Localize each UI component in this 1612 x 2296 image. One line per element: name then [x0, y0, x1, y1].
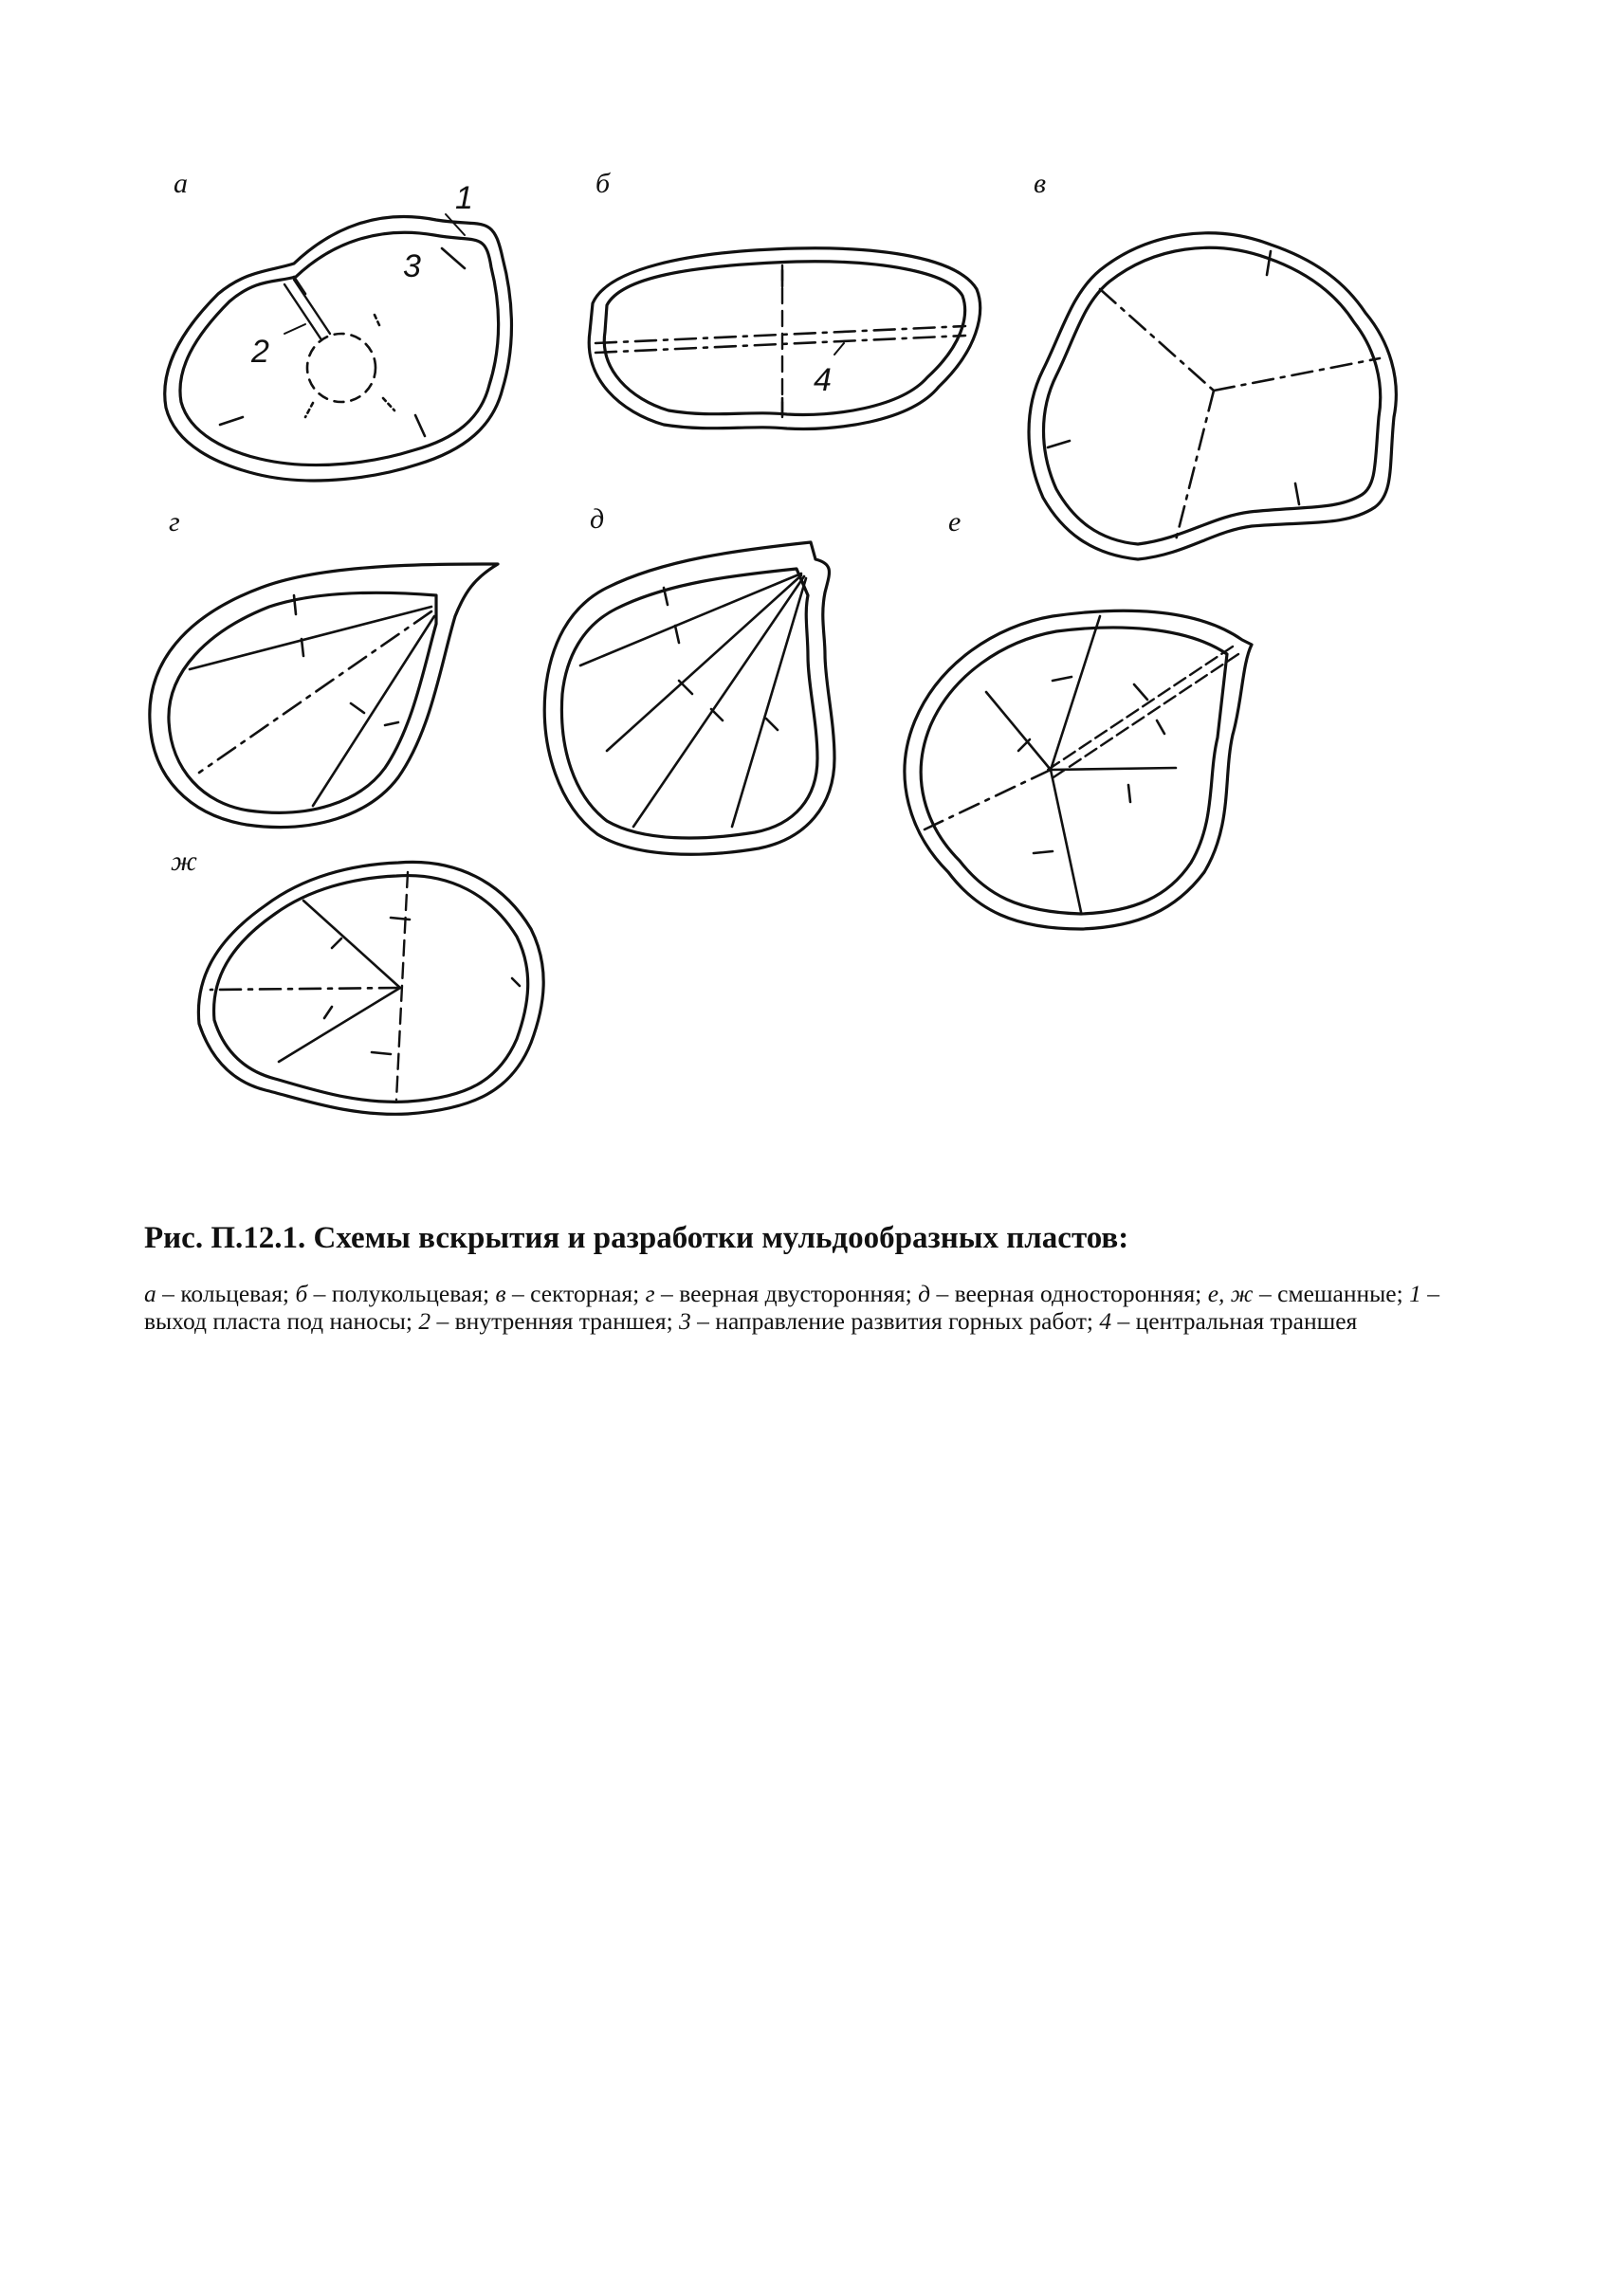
panel-label-e: е — [948, 506, 962, 538]
legend-entry: 1 – выход пласта под наносы; — [144, 1280, 1440, 1335]
callout-4-leader — [834, 343, 844, 355]
central-trench-line — [595, 336, 965, 353]
panel-d-inner-contour — [561, 569, 817, 838]
fan-rays — [279, 901, 400, 1062]
panel-label-a: а — [174, 168, 188, 199]
panel-a-ring-scheme — [165, 168, 512, 481]
panel-a-inner-contour — [180, 232, 499, 465]
legend-entry: д – веерная односторонняя; — [918, 1280, 1208, 1307]
callout-1: 1 — [455, 180, 473, 216]
panel-label-d: д — [590, 503, 605, 535]
figure-caption-legend — [144, 1280, 1439, 1335]
callout-3: 3 — [403, 248, 421, 284]
panel-g-fan-two-sided — [150, 506, 498, 828]
fan-rays — [580, 574, 806, 827]
central-pit-circle — [307, 334, 376, 402]
legend-entry: 2 – внутренняя траншея; — [418, 1307, 680, 1335]
panel-label-zh: ж — [171, 846, 197, 877]
callout-2: 2 — [251, 334, 269, 370]
legend-entry: е, ж – смешанные; — [1207, 1280, 1410, 1307]
direction-arrows — [1048, 251, 1299, 504]
legend-entry: г – веерная двусторонняя; — [645, 1280, 919, 1307]
fan-ray — [313, 616, 434, 806]
callout-1-leader — [446, 214, 465, 235]
trench-line — [1048, 647, 1233, 770]
panel-zh-mixed-scheme — [171, 846, 543, 1114]
callout-2-leader — [284, 324, 305, 334]
callout-4: 4 — [814, 362, 832, 398]
panel-e-inner-contour — [921, 628, 1227, 914]
central-trench-line — [595, 326, 965, 343]
panel-d-fan-one-sided — [544, 503, 834, 854]
panel-e-mixed-scheme — [905, 506, 1252, 929]
legend-entry: в – секторная; — [495, 1280, 646, 1307]
panel-label-g: г — [169, 506, 180, 538]
direction-arrows — [664, 588, 778, 730]
panel-v-sector-scheme — [1029, 168, 1396, 559]
panel-b-half-ring-scheme — [589, 168, 980, 428]
direction-arrows — [294, 595, 398, 725]
legend-entry: а – кольцевая; — [144, 1280, 296, 1307]
figure-caption-title: Рис. П.12.1. Схемы вскрытия и разработки мульдообразных пластов: — [144, 1221, 1129, 1255]
panel-label-v: в — [1034, 168, 1047, 199]
legend-entry: 3 – направление развития горных работ; — [679, 1307, 1100, 1335]
panel-d-outer-contour — [544, 542, 834, 854]
axis-line — [925, 770, 1051, 829]
axis-line — [211, 988, 400, 990]
sector-lines — [986, 616, 1176, 912]
panel-label-b: б — [595, 168, 611, 199]
panel-b-inner-contour — [604, 262, 964, 415]
direction-arrows — [324, 918, 520, 1054]
legend-entry: б – полукольцевая; — [295, 1280, 496, 1307]
direction-arrows — [1018, 677, 1164, 853]
legend-entry: 4 – центральная траншея — [1099, 1307, 1358, 1335]
